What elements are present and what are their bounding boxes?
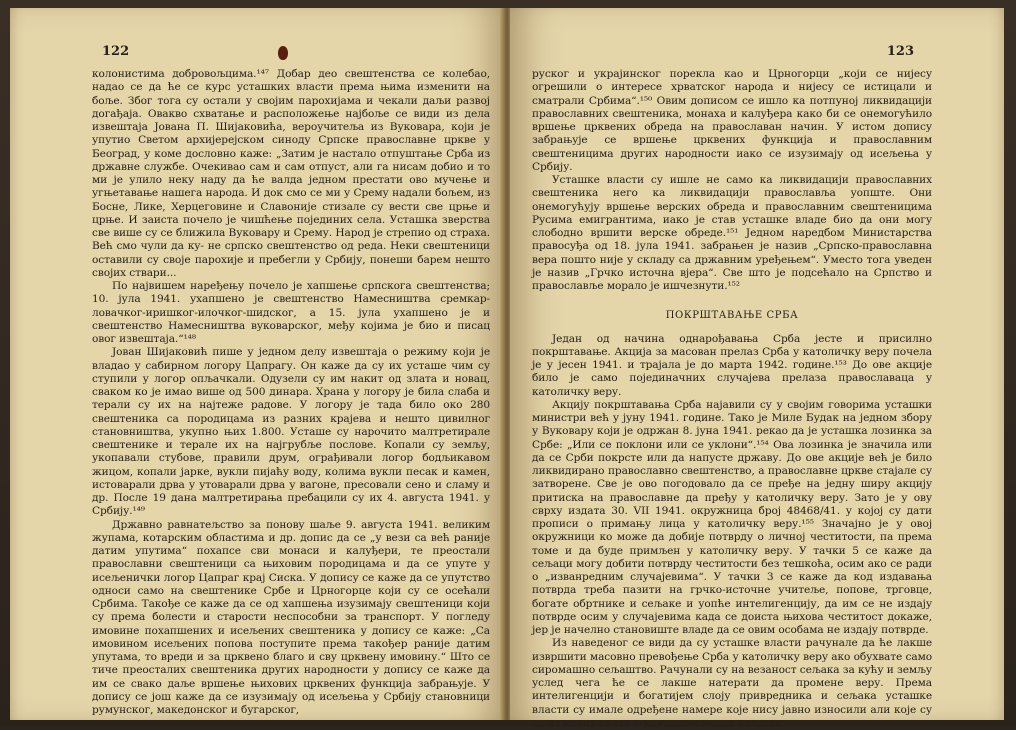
- paragraph: Из наведеног се види да су усташке власти рачунале да ће лакше извршити масовно превођење Срба у католичку веру ако обухвате само сиромашно сељаштво. Рачунали су на везаност сељака за кућу и земљу услед чега ће се лакше натерати да промене веру. Према интелигенцији и богатијем слоју привредника и сељака усташке власти су имале одређене намере које нису јавно износили али које су се из неких аката и упутстава могле назрети.: [532, 637, 932, 729]
- left-page: [10, 8, 504, 720]
- section-heading: ПОКРШТАВАЊЕ СРБА: [665, 310, 799, 322]
- left-page-body: [92, 68, 490, 717]
- page-number-left: 122: [102, 44, 130, 59]
- paragraph: Усташке власти су ишле не само ка ликвидацији православних свештеника него ка ликвидацији православља уопште. Они онемогућују вршење верских обреда и православним свештеницима Русима емигрантима, иако је став усташке владе био да они могу слободно вршити верске обреде.¹⁵¹ Једном наредбом Министарства правосуђа од 18. јула 1941. забрањен је назив „Српско-православна вера пошто није у складу са државним уређењем“. Уместо тога уведен је назив „Грчко источна вјера“. Све што је подсећало на Српство и православље морало је ишчезнути.¹⁵²: [532, 174, 932, 292]
- right-page-body: [532, 68, 932, 730]
- paragraph: Један од начина однарођавања Срба јесте и присилно покрштавање. Акција за масован прелаз Срба у католичку веру почела је у јесен 1941. и трајала је до марта 1942. године.¹⁵³ До ове акције било је само појединачних случајева прелаза православаца у католичку веру.: [532, 332, 932, 398]
- paragraph: Акцију покрштавања Срба најавили су у својим говорима усташки министри већ у јуну 1941. године. Тако је Миле Будак на једном збору у Вуковару који је одржан 8. јуна 1941. рекао да је усташка лозинка за Србе: „Или се поклони или се уклони“.¹⁵⁴ Ова лозинка је значила или да се Срби покрсте или да напусте државу. До ове акције већ је било ликвидирано православно свештенство, а православне цркве стајале су затворене. Све је ово погодовало да се пређе на једну ширу акцију притиска на православне да пређу у католичку веру. Зато је у ову сврху издата 30. VII 1941. окружница број 48468/41. у којој су дати прописи о примању лица у католичку веру.¹⁵⁵ Значајно је у овој окружници ко може да добије потврду о личној честитости, па према томе и да буде примљен у католичку веру. У тачки 5 се каже да сељаци могу добити потврду честитости без тешкоћа, осим ако се ради о „изванредним случајевима“. У тачки 3 се каже да код издавања потврда треба пазити на грчко-источне учитеље, попове, трговце, богате обртнике и сељаке и уопће интелигенцију, да им се не издају потврде осим у случајевима када се доиста њихова честитост докаже, јер је начелно становиште владе да се овим особама не издају потврде.: [532, 398, 932, 636]
- paragraph: Државно равнатељство за понову шаље 9. августа 1941. великим жупама, котарским областима и др. допис да се „у вези са већ раније датим упутима“ похапсе сви монаси и калуђери, те преостали православни свештеници са њиховим породицама и да се упуте у исељенички логор Цапраг крај Сиска. У допису се каже да се упутство односи само на свештенике Србе и Црногорце који су се осећали Србима. Такође се каже да се од хапшења изузимају свештеници који су према болести и старости неспособни за транспорт. У погледу имовине похапшених и исељених свештеника у допису се каже: „Са имовином исељених попова поступите према такођер раније датим упутама, то вреди и за црквено благо и сву црквену имовину.“ Што се тиче преосталих свештеника других народности у допису се каже да им се свако даље вршење њихових црквених функција забрањује. У допису се још каже да се изузимају од исељења у Србију становници румунског, македонског и бугарског,: [92, 518, 490, 716]
- paragraph: Јован Шијаковић пише у једном делу извештаја о режиму који је владао у сабирном логору Цапрагу. Он каже да су их усташе чим су ступили у логор опљачкали. Одузели су им накит од злата и новац, сваком ко је имао више од 500 динара. Храна у логору је била слаба и терали су их на најтеже радове. У логору је тада било око 280 свештеника са породицама из разних крајева и нешто цивилног становништва, укупно њих 1.800. Усташе су нарочито малтретирале свештенике и терале их на најгрубље послове. Копали су земљу, укопавали стубове, правили друм, ограђивали логор бодљикавом жицом, копали јарке, вукли пијаћу воду, колима вукли песак и камен, истоварали дрва у утоварали дрва у вагоне, пресовали сено и сламу и др. После 19 дана малтретирања пребацили су их 4. августа 1941. у Србију.¹⁴⁹: [92, 346, 490, 518]
- right-page: [510, 8, 1004, 729]
- page-number-right: 123: [886, 44, 914, 59]
- ornament-mark: [278, 46, 288, 60]
- paragraph: руског и украјинског порекла као и Црногорци „који се нијесу огрешили о интересе хрватског народа и нијесу се истицали и сматрали Србима“.¹⁵⁰ Овим дописом се ишло ка потпуној ликвидацији православних свештеника, монаха и калуђера како би се онемогућило вршење црквених обреда на православан начин. У истом допису забрањује се вршење црквених функција и православним свештеницима других народности иако се изузимају од исељења у Србију.: [532, 68, 932, 173]
- paragraph: По највишем наређењу почело је хапшење српскога свештенства; 10. јула 1941. ухапшено је свештенство Намесништва сремкар- ловачког-иришког-илочког-шидског, а 15. јула ухапшено је и свештенство Намесништва вуковарског, међу којима је био и писац овог извештаја.“¹⁴⁸: [92, 280, 490, 345]
- paragraph: колонистима добровољцима.¹⁴⁷ Добар део свештенства се колебао, надао се да ће се курс усташких власти према њима изменити на боље. Због тога су остали у својим парохијама и чекали даљи развој догађаја. Овакво схватање и расположење најбоље се види из дела извештаја Јована П. Шијаковића, вероучитеља из Вуковара, који је упутио Светом архијерејском синоду Српске православне цркве у Београд, у коме дословно каже: „Затим је настало отпуштање Срба из државне службе. Очекивао сам и сам отпуст, али га нисам добио и то ми је улило неку наду да ће валда једном престати ово мучење и угњетавање нашега народа. И док смо се ми у Срему надали бољем, из Босне, Лике, Херцеговине и Славоније стизале су вести све црње и црње. И заиста почело је чишћење појединих села. Усташка зверства све више су се ближила Вуковару и Срему. Народ је стрепио од страха. Већ смо чули да ку- не српско свештенство од реда. Неки свештеници оставили су своје парохије и пребегли у Србију, понеши барем нешто својих ствари...: [92, 68, 490, 279]
